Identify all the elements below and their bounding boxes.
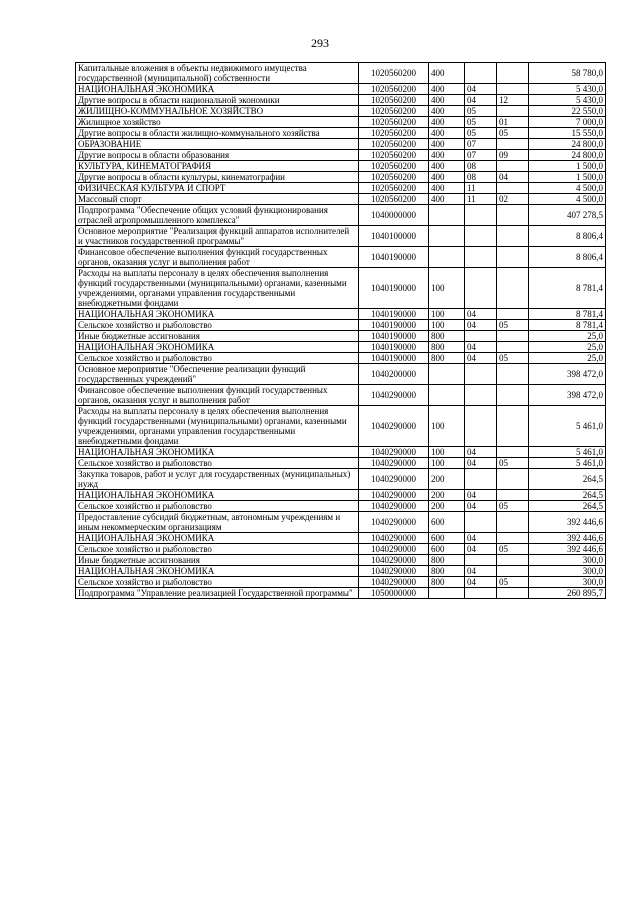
section-cell <box>465 247 497 268</box>
amount-cell: 8 781,4 <box>529 268 606 309</box>
subsection-cell <box>497 331 529 342</box>
subsection-cell <box>497 139 529 150</box>
amount-cell: 5 461,0 <box>529 458 606 469</box>
expense-type-cell: 600 <box>429 544 465 555</box>
table-row <box>76 128 606 139</box>
subsection-cell: 12 <box>497 95 529 106</box>
table-row <box>76 555 606 566</box>
section-cell: 05 <box>465 128 497 139</box>
expense-type-cell <box>429 588 465 599</box>
table-row <box>76 447 606 458</box>
target-code-cell: 1040290000 <box>359 566 429 577</box>
target-code-cell: 1040190000 <box>359 353 429 364</box>
amount-cell: 5 430,0 <box>529 84 606 95</box>
subsection-cell <box>497 533 529 544</box>
expense-type-cell: 400 <box>429 161 465 172</box>
section-cell <box>465 555 497 566</box>
budget-table <box>75 62 606 599</box>
amount-cell: 15 550,0 <box>529 128 606 139</box>
budget-name-cell: НАЦИОНАЛЬНАЯ ЭКОНОМИКА <box>76 490 359 501</box>
subsection-cell <box>497 161 529 172</box>
amount-cell: 1 500,0 <box>529 161 606 172</box>
budget-name-cell: Основное мероприятие "Обеспечение реализации функций государственных учреждений" <box>76 364 359 385</box>
target-code-cell: 1020560200 <box>359 183 429 194</box>
table-row <box>76 512 606 533</box>
subsection-cell <box>497 512 529 533</box>
section-cell <box>465 512 497 533</box>
subsection-cell: 01 <box>497 117 529 128</box>
amount-cell: 1 500,0 <box>529 172 606 183</box>
amount-cell: 8 781,4 <box>529 309 606 320</box>
target-code-cell: 1040290000 <box>359 577 429 588</box>
section-cell: 04 <box>465 544 497 555</box>
target-code-cell: 1040290000 <box>359 447 429 458</box>
budget-name-cell: НАЦИОНАЛЬНАЯ ЭКОНОМИКА <box>76 447 359 458</box>
budget-name-cell: Иные бюджетные ассигнования <box>76 555 359 566</box>
expense-type-cell: 400 <box>429 194 465 205</box>
expense-type-cell: 100 <box>429 458 465 469</box>
target-code-cell: 1040190000 <box>359 342 429 353</box>
target-code-cell: 1050000000 <box>359 588 429 599</box>
budget-name-cell: Расходы на выплаты персоналу в целях обеспечения выполнения функций государственными (муниципальными) органами, казенными учреждениями, органами управления государственными внебюджетными фондами <box>76 268 359 309</box>
subsection-cell: 02 <box>497 194 529 205</box>
subsection-cell: 05 <box>497 577 529 588</box>
section-cell: 04 <box>465 458 497 469</box>
subsection-cell <box>497 247 529 268</box>
section-cell: 05 <box>465 117 497 128</box>
section-cell: 04 <box>465 490 497 501</box>
target-code-cell: 1020560200 <box>359 106 429 117</box>
budget-name-cell: Сельское хозяйство и рыболовство <box>76 544 359 555</box>
subsection-cell <box>497 588 529 599</box>
budget-name-cell: Иные бюджетные ассигнования <box>76 331 359 342</box>
expense-type-cell: 800 <box>429 577 465 588</box>
target-code-cell: 1040290000 <box>359 501 429 512</box>
amount-cell: 398 472,0 <box>529 364 606 385</box>
section-cell: 11 <box>465 194 497 205</box>
section-cell <box>465 205 497 226</box>
budget-name-cell: НАЦИОНАЛЬНАЯ ЭКОНОМИКА <box>76 342 359 353</box>
target-code-cell: 1040290000 <box>359 533 429 544</box>
budget-name-cell: ЖИЛИЩНО-КОММУНАЛЬНОЕ ХОЗЯЙСТВО <box>76 106 359 117</box>
budget-name-cell: Другие вопросы в области образования <box>76 150 359 161</box>
section-cell: 04 <box>465 309 497 320</box>
subsection-cell: 05 <box>497 458 529 469</box>
expense-type-cell: 400 <box>429 139 465 150</box>
subsection-cell <box>497 364 529 385</box>
amount-cell: 5 430,0 <box>529 95 606 106</box>
budget-name-cell: Предоставление субсидий бюджетным, автономным учреждениям и иным некоммерческим организациям <box>76 512 359 533</box>
section-cell <box>465 268 497 309</box>
target-code-cell: 1040290000 <box>359 490 429 501</box>
target-code-cell: 1020560200 <box>359 161 429 172</box>
section-cell <box>465 406 497 447</box>
expense-type-cell: 800 <box>429 566 465 577</box>
subsection-cell <box>497 469 529 490</box>
expense-type-cell: 100 <box>429 406 465 447</box>
table-row <box>76 533 606 544</box>
target-code-cell: 1040200000 <box>359 364 429 385</box>
expense-type-cell <box>429 205 465 226</box>
subsection-cell: 05 <box>497 501 529 512</box>
expense-type-cell: 400 <box>429 150 465 161</box>
budget-name-cell: КУЛЬТУРА, КИНЕМАТОГРАФИЯ <box>76 161 359 172</box>
target-code-cell: 1020560200 <box>359 139 429 150</box>
budget-name-cell: Сельское хозяйство и рыболовство <box>76 577 359 588</box>
section-cell: 04 <box>465 447 497 458</box>
table-row <box>76 385 606 406</box>
target-code-cell: 1020560200 <box>359 95 429 106</box>
subsection-cell <box>497 309 529 320</box>
expense-type-cell: 400 <box>429 117 465 128</box>
target-code-cell: 1020560200 <box>359 117 429 128</box>
subsection-cell: 05 <box>497 353 529 364</box>
budget-name-cell: Сельское хозяйство и рыболовство <box>76 458 359 469</box>
table-row <box>76 577 606 588</box>
table-row <box>76 194 606 205</box>
table-row <box>76 117 606 128</box>
expense-type-cell: 200 <box>429 490 465 501</box>
target-code-cell: 1040190000 <box>359 247 429 268</box>
table-row <box>76 247 606 268</box>
table-row <box>76 95 606 106</box>
section-cell: 04 <box>465 533 497 544</box>
target-code-cell: 1020560200 <box>359 128 429 139</box>
section-cell: 07 <box>465 139 497 150</box>
table-row <box>76 172 606 183</box>
amount-cell: 4 500,0 <box>529 194 606 205</box>
budget-name-cell: НАЦИОНАЛЬНАЯ ЭКОНОМИКА <box>76 84 359 95</box>
table-row <box>76 84 606 95</box>
amount-cell: 25,0 <box>529 353 606 364</box>
target-code-cell: 1040290000 <box>359 544 429 555</box>
expense-type-cell <box>429 247 465 268</box>
target-code-cell: 1040000000 <box>359 205 429 226</box>
expense-type-cell: 100 <box>429 309 465 320</box>
expense-type-cell: 100 <box>429 447 465 458</box>
budget-name-cell: Подпрограмма "Управление реализацией Государственной программы" <box>76 588 359 599</box>
subsection-cell <box>497 555 529 566</box>
budget-name-cell: Расходы на выплаты персоналу в целях обеспечения выполнения функций государственными (муниципальными) органами, казенными учреждениями, органами управления государственными внебюджетными фондами <box>76 406 359 447</box>
table-row <box>76 106 606 117</box>
amount-cell: 8 781,4 <box>529 320 606 331</box>
subsection-cell <box>497 385 529 406</box>
budget-name-cell: Сельское хозяйство и рыболовство <box>76 353 359 364</box>
subsection-cell <box>497 406 529 447</box>
amount-cell: 398 472,0 <box>529 385 606 406</box>
table-row <box>76 63 606 84</box>
amount-cell: 24 800,0 <box>529 139 606 150</box>
table-row <box>76 161 606 172</box>
amount-cell: 300,0 <box>529 566 606 577</box>
table-row <box>76 226 606 247</box>
amount-cell: 58 780,0 <box>529 63 606 84</box>
table-row <box>76 566 606 577</box>
subsection-cell <box>497 183 529 194</box>
target-code-cell: 1020560200 <box>359 63 429 84</box>
expense-type-cell: 600 <box>429 533 465 544</box>
section-cell: 08 <box>465 172 497 183</box>
section-cell <box>465 469 497 490</box>
expense-type-cell: 800 <box>429 555 465 566</box>
target-code-cell: 1040100000 <box>359 226 429 247</box>
budget-name-cell: Жилищное хозяйство <box>76 117 359 128</box>
page-number: 293 <box>311 36 329 50</box>
budget-name-cell: ФИЗИЧЕСКАЯ КУЛЬТУРА И СПОРТ <box>76 183 359 194</box>
expense-type-cell: 100 <box>429 320 465 331</box>
amount-cell: 4 500,0 <box>529 183 606 194</box>
table-row <box>76 205 606 226</box>
subsection-cell: 09 <box>497 150 529 161</box>
expense-type-cell <box>429 226 465 247</box>
subsection-cell: 04 <box>497 172 529 183</box>
section-cell: 04 <box>465 577 497 588</box>
section-cell <box>465 364 497 385</box>
table-row <box>76 544 606 555</box>
budget-name-cell: Массовый спорт <box>76 194 359 205</box>
target-code-cell: 1020560200 <box>359 194 429 205</box>
amount-cell: 392 446,6 <box>529 512 606 533</box>
table-row <box>76 501 606 512</box>
table-row <box>76 150 606 161</box>
budget-name-cell: Финансовое обеспечение выполнения функций государственных органов, оказания услуг и выполнения работ <box>76 247 359 268</box>
budget-name-cell: НАЦИОНАЛЬНАЯ ЭКОНОМИКА <box>76 533 359 544</box>
expense-type-cell: 400 <box>429 95 465 106</box>
amount-cell: 25,0 <box>529 331 606 342</box>
section-cell: 05 <box>465 106 497 117</box>
section-cell: 04 <box>465 320 497 331</box>
expense-type-cell: 400 <box>429 106 465 117</box>
amount-cell: 5 461,0 <box>529 447 606 458</box>
expense-type-cell <box>429 364 465 385</box>
section-cell: 08 <box>465 161 497 172</box>
table-row <box>76 309 606 320</box>
expense-type-cell: 600 <box>429 512 465 533</box>
expense-type-cell: 800 <box>429 342 465 353</box>
section-cell: 04 <box>465 95 497 106</box>
amount-cell: 25,0 <box>529 342 606 353</box>
budget-name-cell: Другие вопросы в области жилищно-коммунального хозяйства <box>76 128 359 139</box>
amount-cell: 7 000,0 <box>529 117 606 128</box>
table-row <box>76 364 606 385</box>
table-row <box>76 353 606 364</box>
expense-type-cell <box>429 385 465 406</box>
amount-cell: 300,0 <box>529 555 606 566</box>
amount-cell: 392 446,6 <box>529 544 606 555</box>
expense-type-cell: 800 <box>429 331 465 342</box>
expense-type-cell: 400 <box>429 84 465 95</box>
section-cell: 04 <box>465 342 497 353</box>
amount-cell: 5 461,0 <box>529 406 606 447</box>
target-code-cell: 1040190000 <box>359 331 429 342</box>
target-code-cell: 1020560200 <box>359 172 429 183</box>
table-row <box>76 469 606 490</box>
subsection-cell: 05 <box>497 320 529 331</box>
section-cell: 04 <box>465 501 497 512</box>
amount-cell: 8 806,4 <box>529 226 606 247</box>
budget-name-cell: НАЦИОНАЛЬНАЯ ЭКОНОМИКА <box>76 309 359 320</box>
table-row <box>76 139 606 150</box>
table-row <box>76 331 606 342</box>
table-row <box>76 490 606 501</box>
table-row <box>76 458 606 469</box>
target-code-cell: 1040290000 <box>359 458 429 469</box>
target-code-cell: 1040190000 <box>359 268 429 309</box>
amount-cell: 392 446,6 <box>529 533 606 544</box>
table-row <box>76 268 606 309</box>
expense-type-cell: 100 <box>429 268 465 309</box>
target-code-cell: 1040290000 <box>359 406 429 447</box>
subsection-cell <box>497 226 529 247</box>
target-code-cell: 1040290000 <box>359 469 429 490</box>
subsection-cell: 05 <box>497 128 529 139</box>
budget-name-cell: Капитальные вложения в объекты недвижимого имущества государственной (муниципальной) собственности <box>76 63 359 84</box>
table-row <box>76 320 606 331</box>
target-code-cell: 1040290000 <box>359 385 429 406</box>
section-cell: 04 <box>465 566 497 577</box>
amount-cell: 264,5 <box>529 490 606 501</box>
target-code-cell: 1020560200 <box>359 84 429 95</box>
subsection-cell <box>497 566 529 577</box>
table-row <box>76 183 606 194</box>
budget-name-cell: ОБРАЗОВАНИЕ <box>76 139 359 150</box>
target-code-cell: 1040290000 <box>359 512 429 533</box>
section-cell <box>465 226 497 247</box>
expense-type-cell: 400 <box>429 183 465 194</box>
target-code-cell: 1020560200 <box>359 150 429 161</box>
section-cell <box>465 588 497 599</box>
section-cell <box>465 331 497 342</box>
amount-cell: 264,5 <box>529 501 606 512</box>
expense-type-cell: 200 <box>429 501 465 512</box>
budget-name-cell: Подпрограмма "Обеспечение общих условий функционирования отраслей агропромышленного комплекса" <box>76 205 359 226</box>
expense-type-cell: 400 <box>429 172 465 183</box>
budget-name-cell: НАЦИОНАЛЬНАЯ ЭКОНОМИКА <box>76 566 359 577</box>
section-cell <box>465 63 497 84</box>
subsection-cell <box>497 490 529 501</box>
expense-type-cell: 800 <box>429 353 465 364</box>
section-cell: 07 <box>465 150 497 161</box>
budget-table-body <box>76 63 606 599</box>
amount-cell: 300,0 <box>529 577 606 588</box>
expense-type-cell: 400 <box>429 128 465 139</box>
subsection-cell <box>497 342 529 353</box>
subsection-cell <box>497 106 529 117</box>
target-code-cell: 1040290000 <box>359 555 429 566</box>
section-cell: 11 <box>465 183 497 194</box>
budget-name-cell: Закупка товаров, работ и услуг для государственных (муниципальных) нужд <box>76 469 359 490</box>
section-cell: 04 <box>465 84 497 95</box>
budget-name-cell: Сельское хозяйство и рыболовство <box>76 320 359 331</box>
subsection-cell <box>497 268 529 309</box>
section-cell <box>465 385 497 406</box>
subsection-cell <box>497 205 529 226</box>
amount-cell: 8 806,4 <box>529 247 606 268</box>
expense-type-cell: 200 <box>429 469 465 490</box>
budget-name-cell: Финансовое обеспечение выполнения функций государственных органов, оказания услуг и выполнения работ <box>76 385 359 406</box>
section-cell: 04 <box>465 353 497 364</box>
budget-name-cell: Другие вопросы в области национальной экономики <box>76 95 359 106</box>
amount-cell: 407 278,5 <box>529 205 606 226</box>
expense-type-cell: 400 <box>429 63 465 84</box>
amount-cell: 22 550,0 <box>529 106 606 117</box>
budget-name-cell: Другие вопросы в области культуры, кинематографии <box>76 172 359 183</box>
target-code-cell: 1040190000 <box>359 320 429 331</box>
subsection-cell <box>497 63 529 84</box>
table-row <box>76 342 606 353</box>
target-code-cell: 1040190000 <box>359 309 429 320</box>
subsection-cell <box>497 84 529 95</box>
amount-cell: 264,5 <box>529 469 606 490</box>
amount-cell: 24 800,0 <box>529 150 606 161</box>
amount-cell: 260 895,7 <box>529 588 606 599</box>
table-row <box>76 406 606 447</box>
budget-name-cell: Основное мероприятие "Реализация функций аппаратов исполнителей и участников государственной программы" <box>76 226 359 247</box>
budget-name-cell: Сельское хозяйство и рыболовство <box>76 501 359 512</box>
subsection-cell: 05 <box>497 544 529 555</box>
table-row <box>76 588 606 599</box>
subsection-cell <box>497 447 529 458</box>
